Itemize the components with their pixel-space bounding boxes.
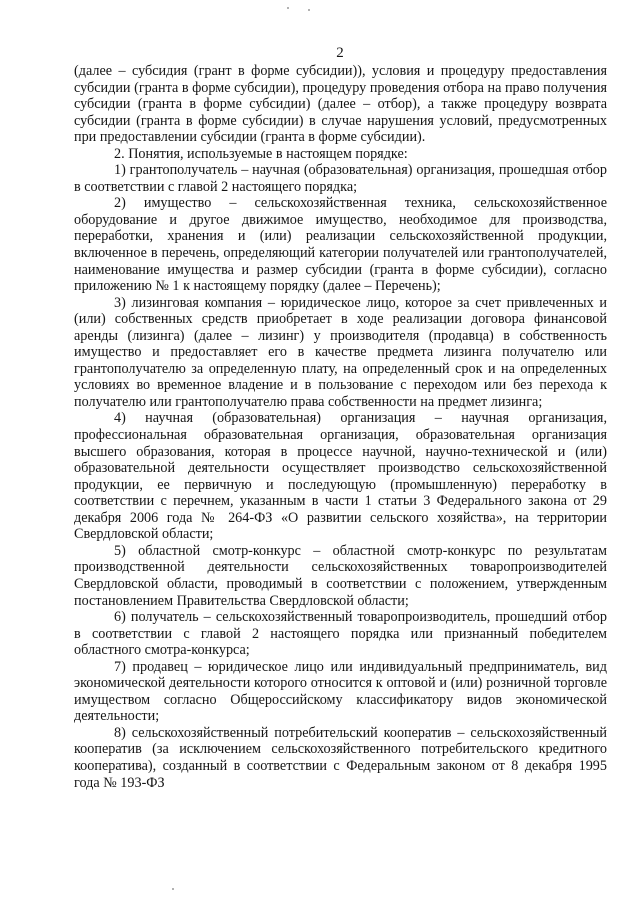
paragraph-definition-regional-contest: 5) областной смотр-конкурс – областной смотр-конкурс по результатам производственной деятельности сельскохозяйственных товаропроизводителей Свердловской области, проводимый в соответствии с положением, утвержденным постановлением Правительства Свердловской области; xyxy=(74,542,607,609)
paragraph-definition-grant-recipient: 1) грантополучатель – научная (образовательная) организация, прошедшая отбор в соответствии с главой 2 настоящего порядка; xyxy=(74,162,607,195)
paragraph-definition-scientific-organization: 4) научная (образовательная) организация – научная организация, профессиональная образовательная организация, образовательная организация высшего образования, которая в процессе научной, научно-технической и (или) образовательной деятельности осуществляет производство сельскохозяйственной продукции, ее первичную и последующую (промышленную) переработку в соответствии с перечнем, указанным в части 1 статьи 3 Федерального закона от 29 декабря 2006 года № 264-ФЗ «О развитии сельского хозяйства», на территории Свердловской области; xyxy=(74,410,607,543)
paragraph-definition-property: 2) имущество – сельскохозяйственная техника, сельскохозяйственное оборудование и другое движимое имущество, необходимое для производства, переработки, хранения и (или) реализации сельскохозяйственной продукции, включенное в перечень, определяющий категории получателей или грантополучателей, наименование имущества и размер субсидии (гранта в форме субсидии), согласно приложению № 1 к настоящему порядку (далее – Перечень); xyxy=(74,195,607,295)
document-body xyxy=(74,63,607,791)
paragraph-definitions-heading: 2. Понятия, используемые в настоящем порядке: xyxy=(114,145,408,162)
paragraph-definition-leasing-company: 3) лизинговая компания – юридическое лицо, которое за счет привлеченных и (или) собственных средств приобретает в ходе реализации договора финансовой аренды (лизинга) (далее – лизинг) у производителя (продавца) в собственность имущество и предоставляет его в качестве предмета лизинга получателю или грантополучателю за определенную плату, на определенный срок и на определенных условиях во временное владение и в пользование с переходом или без перехода к получателю или грантополучателю права собственности на предмет лизинга; xyxy=(74,294,607,410)
paragraph-intro-continuation: (далее – субсидия (грант в форме субсидии)), условия и процедуру предоставления субсидии (гранта в форме субсидии), процедуру проведения отбора на право получения субсидии (гранта в форме субсидии) (далее – отбор), а также процедуру возврата субсидии (гранта в форме субсидии) в случае нарушения условий, предусмотренных при предоставлении субсидии (гранта в форме субсидии). xyxy=(74,63,607,146)
page-number: 2 xyxy=(336,45,344,61)
scan-speck xyxy=(287,7,289,9)
paragraph-definition-recipient: 6) получатель – сельскохозяйственный товаропроизводитель, прошедший отбор в соответствии с главой 2 настоящего порядка или признанный победителем областного смотра-конкурса; xyxy=(74,609,607,659)
scan-speck xyxy=(308,9,310,11)
scan-speck xyxy=(172,888,174,890)
paragraph-definition-seller: 7) продавец – юридическое лицо или индивидуальный предприниматель, вид экономической деятельности которого относится к оптовой и (или) розничной торговле имуществом согласно Общероссийскому классификатору видов экономической деятельности; xyxy=(74,658,607,725)
paragraph-definition-cooperative: 8) сельскохозяйственный потребительский кооператив – сельскохозяйственный кооператив (за исключением сельскохозяйственного потребительского кредитного кооператива), созданный в соответствии с Федеральным законом от 8 декабря 1995 года № 193-ФЗ xyxy=(74,724,607,791)
